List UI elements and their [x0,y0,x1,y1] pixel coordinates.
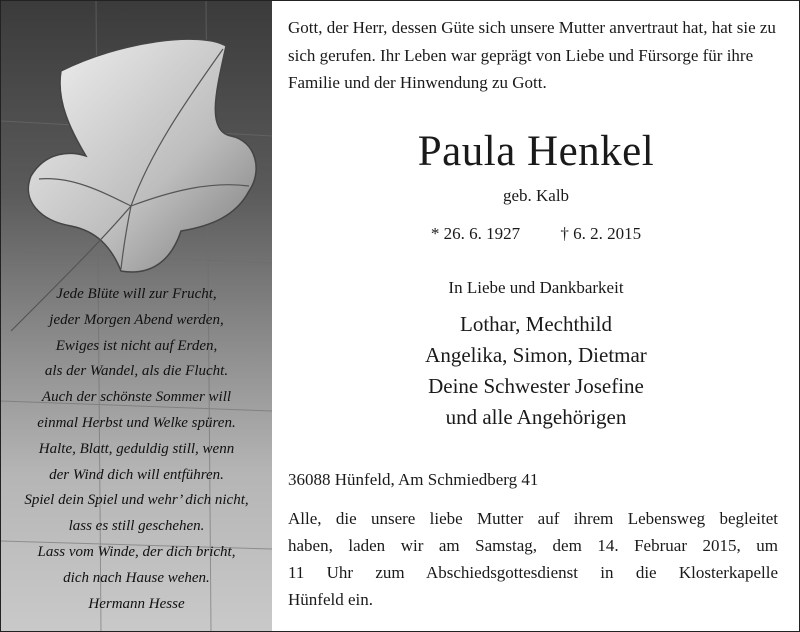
poem-line: Halte, Blatt, geduldig still, wenn [38,440,235,457]
poem-author: Hermann Hesse [88,595,185,612]
poem [1,282,272,617]
death-date: † 6. 2. 2015 [560,224,642,243]
poem-line: Ewiges ist nicht auf Erden, [55,337,218,354]
closing-line: Hünfeld ein. [288,590,373,609]
leaf-image-panel [1,1,272,631]
family-line: und alle Angehörigen [445,405,627,429]
family-line: Deine Schwester Josefine [428,374,644,398]
family-line: Angelika, Simon, Dietmar [425,343,647,367]
family-list [272,309,800,433]
poem-line: dich nach Hause wehen. [63,569,210,586]
family-line: Lothar, Mechthild [460,312,612,336]
closing-text [288,505,778,613]
maiden-name: geb. Kalb [502,186,570,205]
poem-line: Spiel dein Spiel und wehr’ dich nicht, [24,492,249,509]
poem-line: der Wind dich will entführen. [49,466,224,483]
closing-line: Alle, die unsere liebe Mutter auf ihrem Lebensweg begleitet [288,509,778,528]
poem-line: jeder Morgen Abend werden, [49,311,224,328]
deceased-name: Paula Henkel [417,128,655,175]
closing-line: 11 Uhr zum Abschiedsgottesdienst in die Klosterkapelle [288,563,778,582]
intro-text: Gott, der Herr, dessen Güte sich unsere Mutter anvertraut hat, hat sie zu sich gerufen. Ihr Leben war geprägt von Liebe und Fürsorge für ihre Familie und der Hinwendung zu Gott. [288,18,776,92]
poem-line: lass es still geschehen. [68,518,205,535]
poem-line: Jede Blüte will zur Frucht, [56,286,217,302]
love-line: In Liebe und Dankbarkeit [448,278,624,297]
dates [272,224,800,244]
birth-date: * 26. 6. 1927 [430,224,521,243]
poem-line: Auch der schönste Sommer will [41,389,232,406]
address: 36088 Hünfeld, Am Schmiedberg 41 [288,470,539,489]
poem-line: Lass vom Winde, der dich bricht, [37,543,236,560]
poem-line: einmal Herbst und Welke spüren. [37,414,236,431]
closing-line: haben, laden wir am Samstag, dem 14. Februar 2015, um [288,536,778,555]
poem-line: als der Wandel, als die Flucht. [44,363,229,380]
